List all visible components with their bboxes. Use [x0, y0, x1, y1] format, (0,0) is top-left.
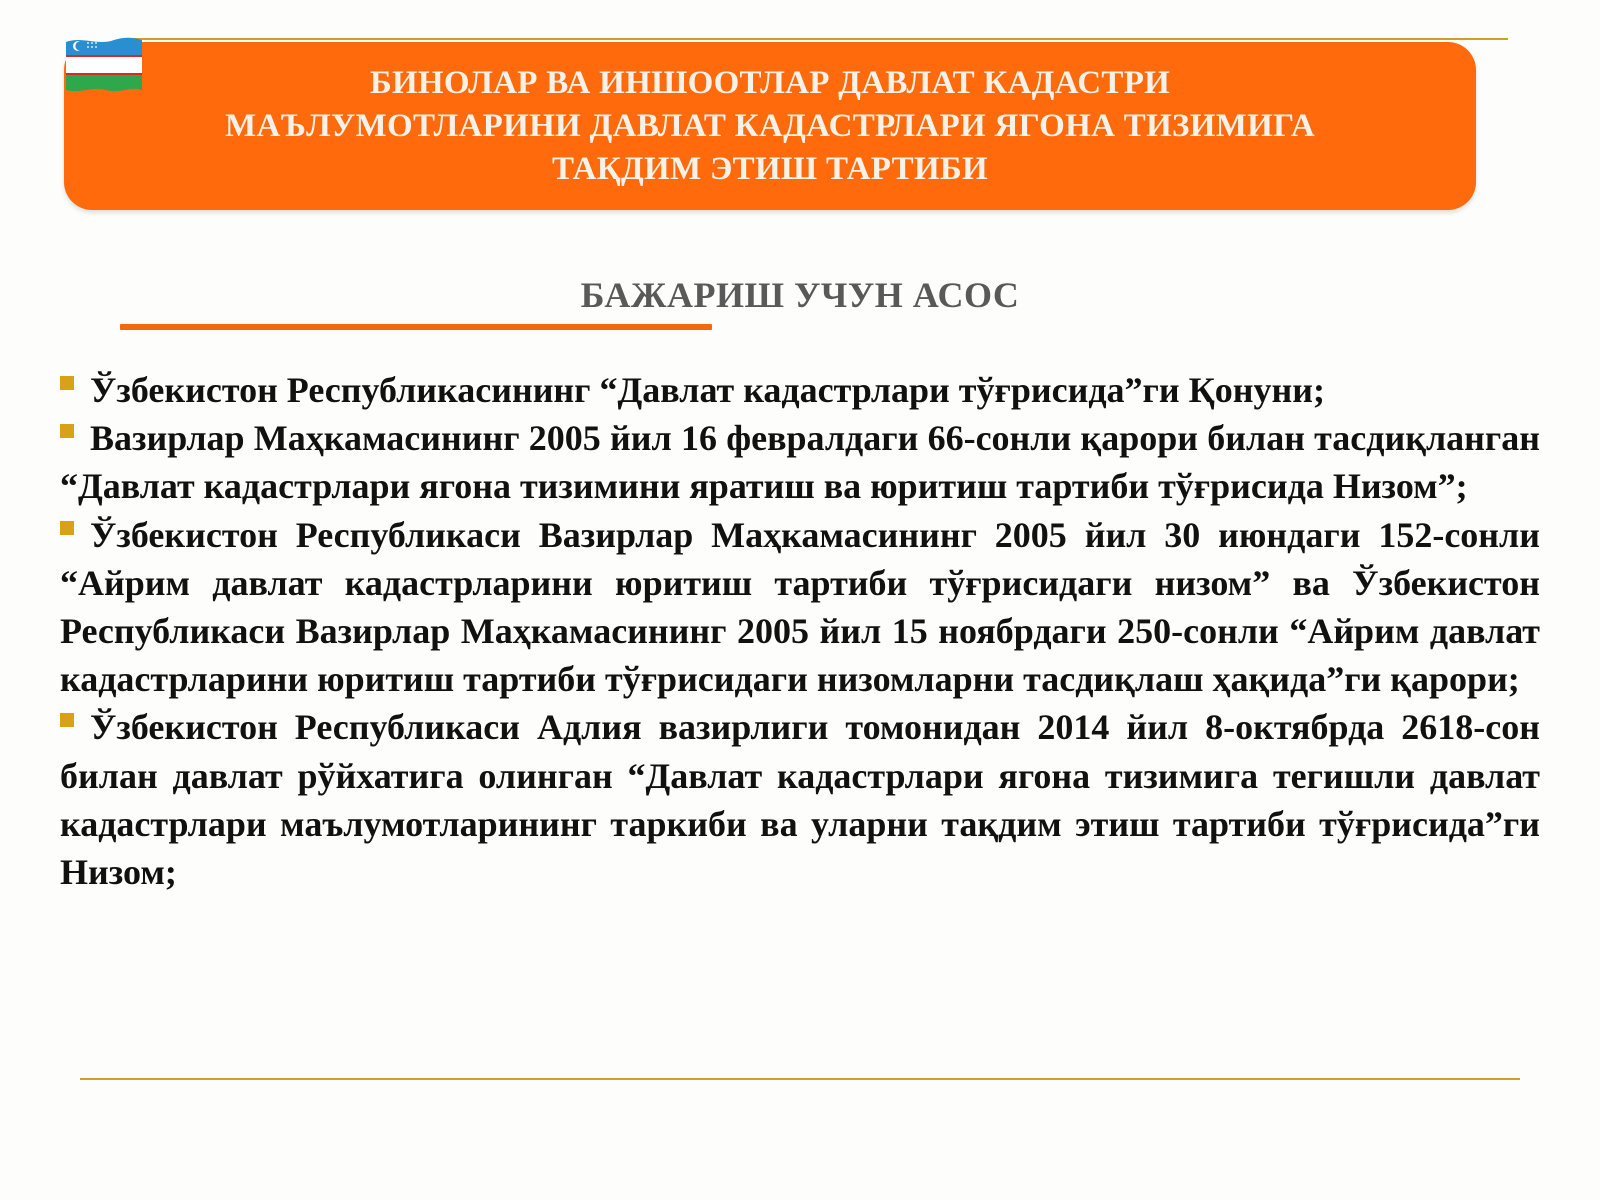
bottom-divider: [80, 1078, 1520, 1080]
list-item-text: Ўзбекистон Республикаси Адлия вазирлиги томонидан 2014 йил 8-октябрда 2618-сон билан давлат рўйхатига олинган “Давлат кадастрлари ягона тизимига тегишли давлат кадастрлари маълумотларининг таркиби ва уларни тақдим этиш тартиби тўғрисида”ги Низом;: [60, 707, 1540, 893]
list-item: [60, 703, 1540, 896]
list-item-text: Вазирлар Маҳкамасининг 2005 йил 16 февралдаги 66-сонли қарори билан тасдиқланган “Давлат кадастрлари ягона тизимини яратиш ва юритиш тартиби тўғрисида Низом”;: [60, 418, 1540, 507]
list-item: [60, 414, 1540, 510]
heading-underline: [120, 324, 712, 330]
section-heading-text: БАЖАРИШ УЧУН АСОС: [580, 275, 1020, 315]
list-item: [60, 366, 1540, 414]
square-bullet-icon: [60, 376, 74, 390]
square-bullet-icon: [60, 424, 74, 438]
square-bullet-icon: [60, 521, 74, 535]
list-item-text: Ўзбекистон Республикаси Вазирлар Маҳкамасининг 2005 йил 30 июндаги 152-сонли “Айрим давлат кадастрларини юритиш тартиби тўғрисидаги низом” ва Ўзбекистон Республикаси Вазирлар Маҳкамасининг 2005 йил 15 ноябрдаги 250-сонли “Айрим давлат кадастрларини юритиш тартиби тўғрисидаги низомларни тасдиқлаш ҳақида”ги қарори;: [60, 514, 1540, 700]
top-divider: [128, 38, 1508, 40]
slide-title: БИНОЛАР ВА ИНШООТЛАР ДАВЛАТ КАДАСТРИ МАЪЛУМОТЛАРИНИ ДАВЛАТ КАДАСТРЛАРИ ЯГОНА ТИЗИМИГА ТАҚДИМ ЭТИШ ТАРТИБИ: [225, 64, 1315, 187]
header-banner: [64, 42, 1476, 210]
bullet-list: [60, 366, 1540, 896]
section-heading: [0, 274, 1600, 316]
square-bullet-icon: [60, 713, 74, 727]
list-item: [60, 511, 1540, 704]
list-item-text: Ўзбекистон Республикасининг “Давлат кадастрлари тўғрисида”ги Қонуни;: [90, 370, 1325, 410]
uzbekistan-flag-icon: [64, 36, 144, 96]
